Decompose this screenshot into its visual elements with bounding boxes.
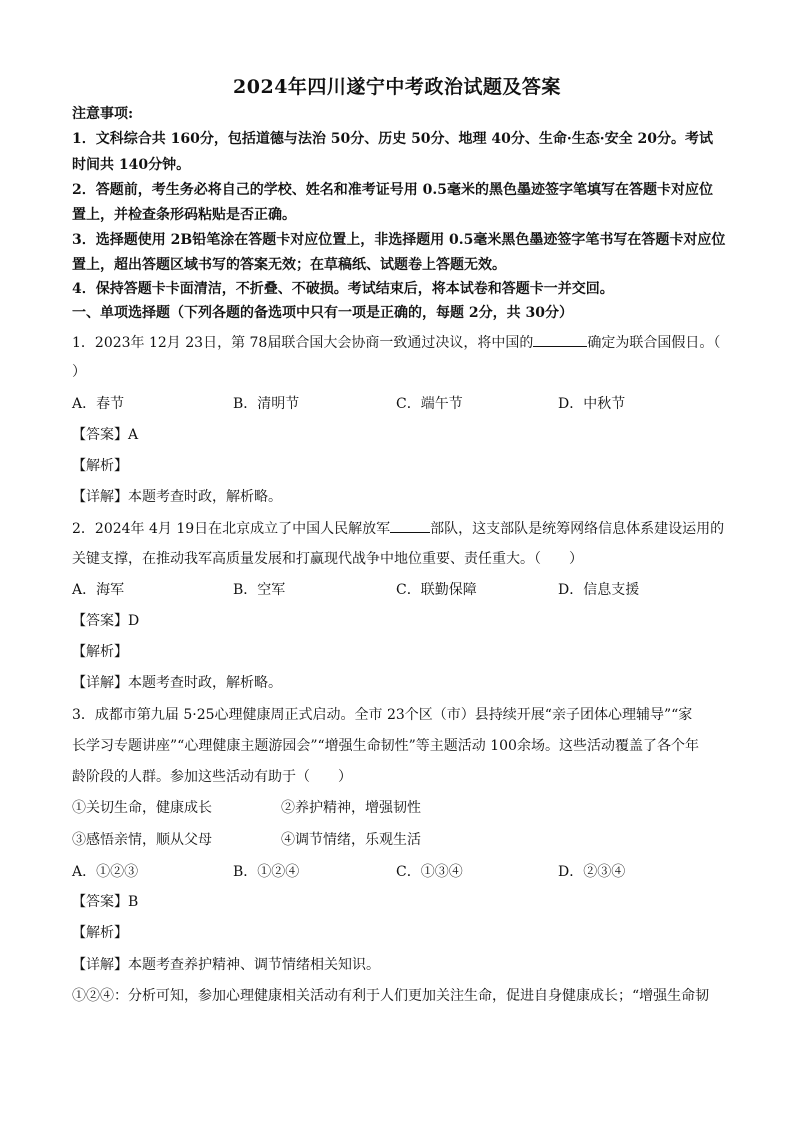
q3-option-b: B．①②④ <box>233 864 300 880</box>
q1-analysis: 【解析】 <box>72 458 128 474</box>
q3-stem-line-1: 3．成都市第九届 5·25心理健康周正式启动。全市 23个区（市）县持续开展“亲子团体心理辅导”“家 <box>72 707 693 723</box>
q1-option-a: A．春节 <box>72 396 125 412</box>
q2-option-b: B．空军 <box>233 582 286 598</box>
q1-detail: 【详解】本题考查时政，解析略。 <box>72 489 282 505</box>
note-1-line-1: 1．文科综合共 160分，包括道德与法治 50分、历史 50分、地理 40分、生命·生态·安全 20分。考试 <box>72 131 714 147</box>
section-heading: 一、单项选择题（下列各题的备选项中只有一项是正确的，每题 2分，共 30分） <box>72 305 573 321</box>
q1-answer-blank <box>533 332 587 347</box>
q3-option-d: D．②③④ <box>558 864 626 880</box>
q3-statement-1: ①关切生命，健康成长 <box>72 800 212 816</box>
q2-stem-part-1: 2．2024年 4月 19日在北京成立了中国人民解放军 <box>72 521 391 537</box>
note-1-line-2: 时间共 140分钟。 <box>72 157 191 173</box>
q1-stem-line-2: ） <box>72 364 86 380</box>
q3-option-c: C．①③④ <box>396 864 463 880</box>
q2-analysis: 【解析】 <box>72 644 128 660</box>
q3-detail: 【详解】本题考查养护精神、调节情绪相关知识。 <box>72 957 380 973</box>
notes-heading: 注意事项: <box>72 106 134 122</box>
q2-option-a: A．海军 <box>72 582 125 598</box>
note-2-line-1: 2．答题前，考生务必将自己的学校、姓名和准考证号用 0.5毫米的黑色墨迹签字笔填写在答题卡对应位 <box>72 182 713 198</box>
q3-answer: 【答案】B <box>72 894 139 910</box>
q2-option-d: D．信息支援 <box>558 582 640 598</box>
q1-stem-line-1 <box>72 332 732 353</box>
q1-option-b: B．清明节 <box>233 396 300 412</box>
q3-stem-line-2: 长学习专题讲座”“心理健康主题游园会”“增强生命韧性”等主题活动 100余场。这些活动覆盖了各个年 <box>72 738 699 754</box>
q1-option-d: D．中秋节 <box>558 396 626 412</box>
q2-stem-part-2: 部队，这支部队是统筹网络信息体系建设运用的 <box>430 521 725 537</box>
q3-statement-2: ②养护精神，增强韧性 <box>281 800 421 816</box>
q3-statement-3: ③感悟亲情，顺从父母 <box>72 832 212 848</box>
q1-stem-part-2: 确定为联合国假日。（ <box>587 335 721 351</box>
q2-option-c: C．联勤保障 <box>396 582 477 598</box>
q1-stem-part-1: 1．2023年 12月 23日，第 78届联合国大会协商一致通过决议，将中国的 <box>72 335 534 351</box>
q2-detail: 【详解】本题考查时政，解析略。 <box>72 675 282 691</box>
q3-option-a: A．①②③ <box>72 864 139 880</box>
note-4: 4．保持答题卡卡面清洁，不折叠、不破损。考试结束后，将本试卷和答题卡一并交回。 <box>72 281 614 297</box>
note-3-line-2: 置上，超出答题区域书写的答案无效；在草稿纸、试题卷上答题无效。 <box>72 257 506 273</box>
q1-answer: 【答案】A <box>72 427 139 443</box>
note-3-line-1: 3．选择题使用 2B铅笔涂在答题卡对应位置上，非选择题用 0.5毫米黑色墨迹签字笔书写在答题卡对应位 <box>72 232 726 248</box>
q2-stem-line-2: 关键支撑，在推动我军高质量发展和打赢现代战争中地位重要、责任重大。（ ） <box>72 551 583 567</box>
q2-stem-line-1 <box>72 518 732 539</box>
page-title: 2024年四川遂宁中考政治试题及答案 <box>233 76 561 98</box>
note-2-line-2: 置上，并检查条形码粘贴是否正确。 <box>72 207 296 223</box>
q1-option-c: C．端午节 <box>396 396 463 412</box>
q3-explanation: ①②④：分析可知，参加心理健康相关活动有利于人们更加关注生命，促进自身健康成长；“增强生命韧 <box>72 988 710 1004</box>
q2-answer-blank <box>390 518 430 533</box>
q3-statement-4: ④调节情绪，乐观生活 <box>281 832 421 848</box>
q3-stem-line-3: 龄阶段的人群。参加这些活动有助于（ ） <box>72 769 352 785</box>
q3-analysis: 【解析】 <box>72 925 128 941</box>
q2-answer: 【答案】D <box>72 613 140 629</box>
